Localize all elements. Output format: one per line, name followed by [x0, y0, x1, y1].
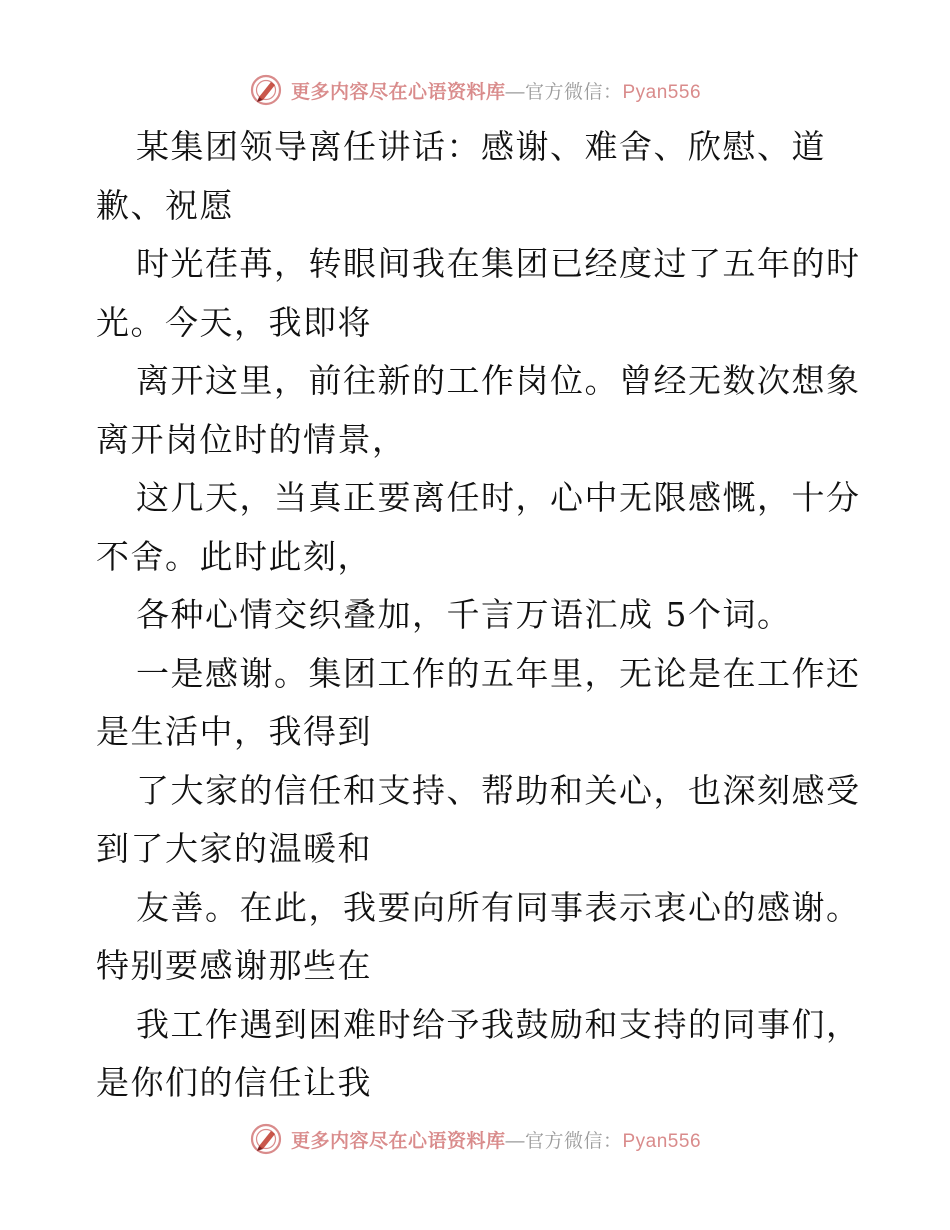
footer-watermark [0, 1119, 950, 1159]
text-line: 了大家的信任和支持、帮助和关心，也深刻感受 [136, 770, 861, 810]
watermark-brand: 更多内容尽在心语资料库 [290, 1129, 506, 1152]
document-body [96, 118, 861, 1113]
watermark-text [291, 77, 701, 104]
text-line: 不舍。此时此刻， [96, 536, 372, 576]
text-line: 一是感谢。集团工作的五年里，无论是在工作还 [136, 653, 861, 693]
pen-nib-logo-icon [249, 1122, 283, 1156]
text-line: 友善。在此，我要向所有同事表示衷心的感谢。 [136, 887, 861, 927]
watermark-separator: — [505, 1130, 525, 1152]
text-line: 某集团领导离任讲话：感谢、难舍、欣慰、道 [136, 127, 826, 166]
text-line: 到了大家的温暖和 [96, 829, 372, 868]
text-line: 这几天，当真正要离任时，心中无限感慨，十分 [136, 478, 861, 517]
watermark-text [291, 1126, 701, 1153]
text-line: 特别要感谢那些在 [96, 946, 372, 985]
text-line: 是你们的信任让我 [96, 1063, 372, 1102]
text-line: 我工作遇到困难时给予我鼓励和支持的同事们， [136, 1004, 861, 1044]
text-line: 光。今天，我即将 [96, 302, 372, 342]
watermark-wechat-id: Pyan556 [622, 81, 702, 103]
watermark-wechat-label: 官方微信： [524, 80, 623, 103]
text-line: 是生活中，我得到 [96, 712, 372, 751]
watermark-brand: 更多内容尽在心语资料库 [290, 80, 506, 103]
text-line: 离开岗位时的情景， [96, 419, 407, 459]
text-line: 离开这里，前往新的工作岗位。曾经无数次想象 [136, 361, 861, 400]
watermark-separator: — [505, 81, 525, 103]
text-line: 各种心情交织叠加，千言万语汇成 5个词。 [136, 595, 792, 634]
text-line: 时光荏苒，转眼间我在集团已经度过了五年的时 [136, 244, 861, 283]
watermark-wechat-label: 官方微信： [524, 1129, 623, 1152]
text-line: 歉、祝愿 [96, 185, 234, 225]
watermark-wechat-id: Pyan556 [622, 1130, 702, 1152]
header-watermark [0, 70, 950, 110]
pen-nib-logo-icon [249, 73, 283, 107]
